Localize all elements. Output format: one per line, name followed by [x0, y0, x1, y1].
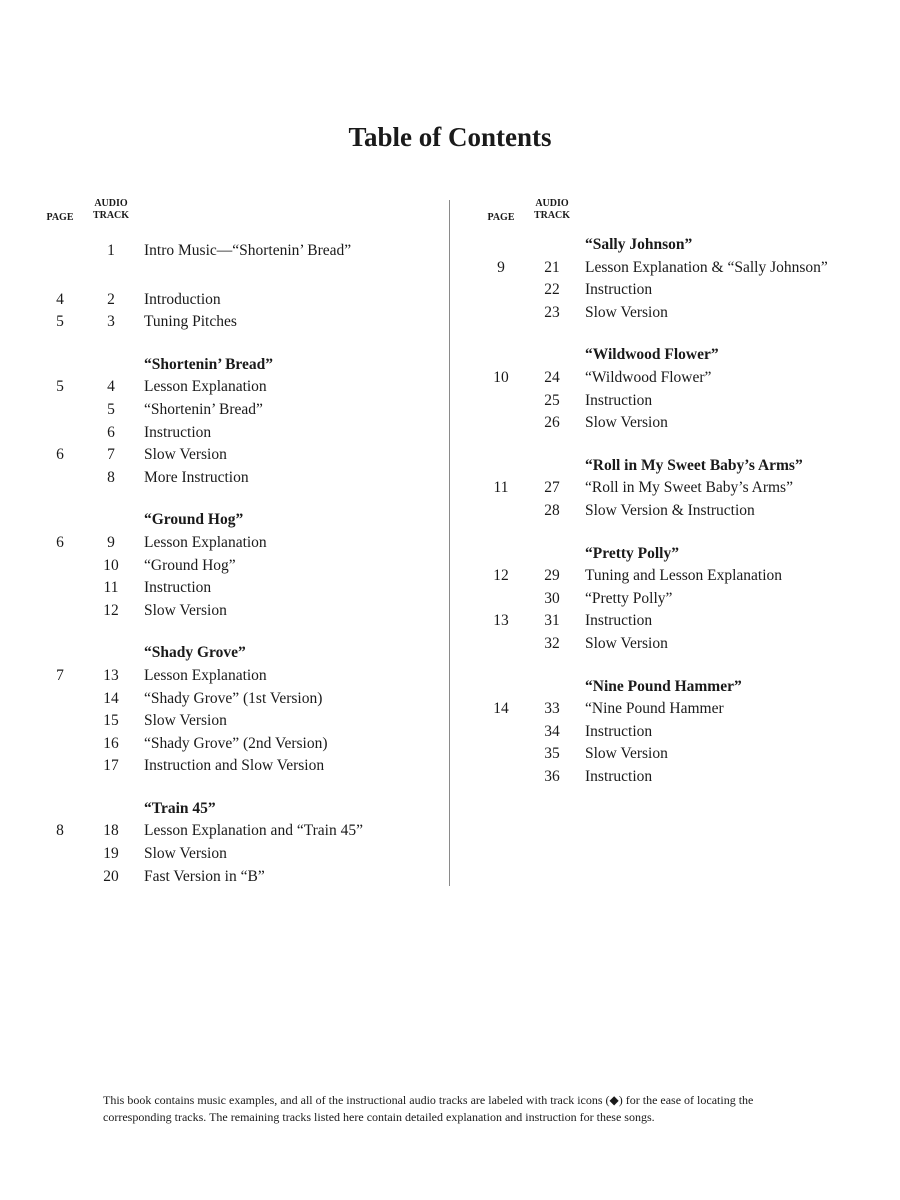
toc-entry — [44, 289, 424, 312]
toc-entry — [485, 565, 885, 588]
page-number: 4 — [56, 290, 64, 308]
track-number: 9 — [107, 533, 115, 551]
track-title: Slow Version — [585, 745, 668, 763]
track-title: Slow Version — [585, 634, 668, 652]
track-title: “Roll in My Sweet Baby’s Arms” — [585, 479, 793, 497]
track-number: 7 — [107, 446, 115, 464]
track-number: 15 — [103, 712, 119, 730]
page-header: PAGE — [46, 212, 74, 223]
toc-entry — [44, 755, 424, 778]
page-number: 6 — [56, 446, 64, 464]
track-title: Introduction — [144, 290, 221, 308]
track-title: Instruction — [144, 579, 212, 597]
section-heading: “Nine Pound Hammer” — [585, 677, 742, 695]
toc-entry — [44, 399, 424, 422]
track-number: 5 — [107, 400, 115, 418]
track-number: 3 — [107, 313, 115, 331]
track-title: Lesson Explanation & “Sally Johnson” — [585, 258, 828, 276]
page-number: 6 — [56, 533, 64, 551]
track-title: Lesson Explanation — [144, 378, 267, 396]
track-number: 20 — [103, 867, 119, 885]
page-number: 13 — [493, 612, 509, 630]
track-number: 17 — [103, 757, 119, 775]
toc-entry — [44, 843, 424, 866]
section-heading: “Shortenin’ Bread” — [144, 355, 274, 373]
toc-entry — [44, 444, 424, 467]
toc-entry — [485, 588, 885, 611]
track-title: Lesson Explanation and “Train 45” — [144, 822, 363, 840]
track-number: 12 — [103, 601, 119, 619]
track-title: Slow Version — [144, 601, 227, 619]
page-number: 12 — [493, 567, 509, 585]
toc-entry — [485, 302, 885, 325]
page-number: 5 — [56, 313, 64, 331]
track-number: 30 — [544, 589, 560, 607]
toc-entry — [485, 390, 885, 413]
track-title: “Nine Pound Hammer — [585, 700, 724, 718]
track-number: 35 — [544, 745, 560, 763]
toc-left-column — [44, 196, 424, 888]
page-number: 8 — [56, 822, 64, 840]
track-title: Instruction — [585, 612, 653, 630]
section-heading: “Shady Grove” — [144, 644, 246, 662]
column-header — [44, 196, 424, 240]
track-number: 31 — [544, 612, 560, 630]
track-title: “Shady Grove” (2nd Version) — [144, 734, 328, 752]
track-title: Slow Version — [144, 712, 227, 730]
footnote: This book contains music examples, and all of the instructional audio tracks are labeled with track icons (◆) for the ease of locating the corresponding tracks. The remaining tracks listed here contain detailed explanation and instruction for these songs. — [103, 1093, 754, 1124]
track-title: Intro Music—“Shortenin’ Bread” — [144, 242, 352, 259]
section-heading: “Pretty Polly” — [585, 544, 679, 562]
track-number: 25 — [544, 391, 560, 409]
track-title: Slow Version & Instruction — [585, 501, 755, 519]
track-label: TRACK — [533, 210, 571, 221]
track-title: Instruction — [144, 423, 212, 441]
page-number: 7 — [56, 666, 64, 684]
toc-entry — [485, 412, 885, 435]
track-number: 10 — [103, 556, 119, 574]
track-title: Slow Version — [144, 446, 227, 464]
track-number: 27 — [544, 479, 560, 497]
audio-label: AUDIO — [535, 198, 569, 209]
track-number: 16 — [103, 734, 119, 752]
toc-entry — [485, 766, 885, 789]
toc-entry — [485, 610, 885, 633]
track-number: 28 — [544, 501, 560, 519]
track-title: Slow Version — [585, 414, 668, 432]
track-number: 22 — [544, 281, 560, 299]
toc-entry — [44, 311, 424, 334]
track-number: 33 — [544, 700, 560, 718]
track-title: Instruction — [585, 281, 653, 299]
toc-entry — [44, 733, 424, 756]
toc-entry — [44, 532, 424, 555]
toc-entry — [44, 820, 424, 843]
toc-entry — [485, 698, 885, 721]
toc-entry — [44, 688, 424, 711]
track-number: 18 — [103, 822, 119, 840]
track-number: 14 — [103, 689, 119, 707]
page-header: PAGE — [487, 212, 515, 223]
toc-entry — [44, 665, 424, 688]
toc-entry — [485, 279, 885, 302]
track-title: “Shady Grove” (1st Version) — [144, 689, 323, 707]
toc-entry — [485, 367, 885, 390]
toc-entry — [44, 710, 424, 733]
track-title: Instruction — [585, 391, 653, 409]
track-title: Lesson Explanation — [144, 533, 267, 551]
page-title: Table of Contents — [348, 122, 552, 152]
toc-entry — [485, 633, 885, 656]
track-title: “Shortenin’ Bread” — [144, 400, 263, 418]
track-number: 26 — [544, 414, 560, 432]
toc-entry — [44, 467, 424, 490]
toc-entry — [44, 376, 424, 399]
track-number: 11 — [103, 579, 119, 597]
track-title: Slow Version — [585, 303, 668, 321]
track-title: Instruction — [585, 767, 653, 785]
track-number: 34 — [544, 722, 560, 740]
page-number: 5 — [56, 378, 64, 396]
section-heading: “Train 45” — [144, 799, 216, 817]
track-title: Lesson Explanation — [144, 666, 267, 684]
toc-entry — [485, 477, 885, 500]
track-title: Instruction — [585, 722, 653, 740]
audio-track-header — [88, 198, 134, 222]
track-number: 32 — [544, 634, 560, 652]
track-number: 1 — [107, 242, 115, 259]
track-title: “Ground Hog” — [144, 556, 236, 574]
track-title: Instruction and Slow Version — [144, 757, 325, 775]
toc-entry — [44, 240, 424, 263]
track-number: 8 — [107, 468, 115, 486]
section-heading: “Roll in My Sweet Baby’s Arms” — [585, 456, 803, 474]
page-number: 14 — [493, 700, 509, 718]
track-title: “Wildwood Flower” — [585, 368, 712, 386]
track-number: 4 — [107, 378, 115, 396]
track-number: 2 — [107, 290, 115, 308]
toc-entry — [44, 577, 424, 600]
page-number: 9 — [497, 258, 505, 276]
track-number: 13 — [103, 666, 119, 684]
column-divider — [449, 200, 450, 886]
audio-track-header — [529, 198, 575, 222]
toc-entry — [44, 600, 424, 623]
toc-entry — [485, 257, 885, 280]
track-number: 6 — [107, 423, 115, 441]
toc-entry — [485, 721, 885, 744]
track-title: Tuning Pitches — [144, 313, 237, 331]
toc-entry — [485, 743, 885, 766]
track-number: 21 — [544, 258, 560, 276]
track-number: 19 — [103, 845, 119, 863]
track-label: TRACK — [92, 210, 130, 221]
toc-entry — [485, 500, 885, 523]
section-heading: “Ground Hog” — [144, 511, 244, 529]
track-title: Slow Version — [144, 845, 227, 863]
toc-right-column — [485, 196, 885, 788]
toc-entry — [44, 555, 424, 578]
track-number: 24 — [544, 368, 560, 386]
page-number: 10 — [493, 368, 509, 386]
toc-entry — [44, 866, 424, 889]
track-title: “Pretty Polly” — [585, 589, 673, 607]
section-heading: “Sally Johnson” — [585, 236, 693, 253]
track-number: 29 — [544, 567, 560, 585]
track-title: Tuning and Lesson Explanation — [585, 567, 783, 585]
track-title: More Instruction — [144, 468, 249, 486]
track-number: 23 — [544, 303, 560, 321]
toc-entry — [44, 422, 424, 445]
section-heading: “Wildwood Flower” — [585, 346, 719, 364]
track-number: 36 — [544, 767, 560, 785]
page-number: 11 — [493, 479, 509, 497]
audio-label: AUDIO — [94, 198, 128, 209]
track-title: Fast Version in “B” — [144, 867, 265, 885]
